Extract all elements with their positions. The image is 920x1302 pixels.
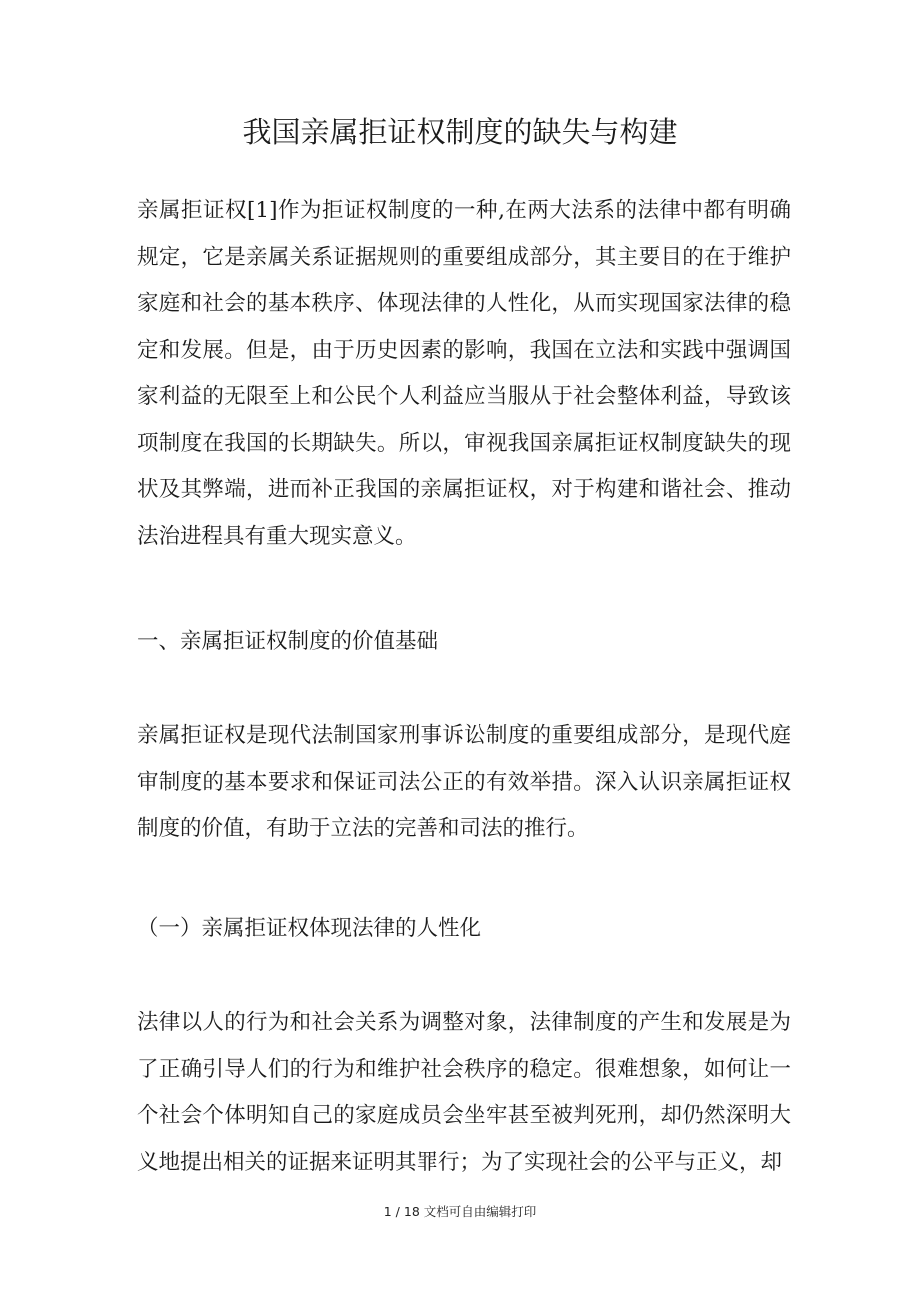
section-heading-1: 一、亲属拒证权制度的价值基础 (137, 629, 439, 654)
page-footer: 1 / 18 文档可自由编辑打印 (383, 1204, 537, 1219)
intro-paragraph: 亲属拒证权[1]作为拒证权制度的一种,在两大法系的法律中都有明确规定，它是亲属关系证据规则的重要组成部分，其主要目的在于维护家庭和社会的基本秩序、体现法律的人性化，从而实现国家法律的稳定和发展。但是，由于历史因素的影响，我国在立法和实践中强调国家利益的无限至上和公民个人利益应当服从于社会整体利益，导致该项制度在我国的长期缺失。所以，审视我国亲属拒证权制度缺失的现状及其弊端，进而补正我国的亲属拒证权，对于构建和谐社会、推动法治进程具有重大现实意义。 (137, 198, 791, 549)
document-title: 我国亲属拒证权制度的缺失与构建 (242, 115, 678, 149)
subsection-heading-1: （一）亲属拒证权体现法律的人性化 (137, 916, 482, 941)
section-1-paragraph: 亲属拒证权是现代法制国家刑事诉讼制度的重要组成部分，是现代庭审制度的基本要求和保证司法公正的有效举措。深入认识亲属拒证权制度的价值，有助于立法的完善和司法的推行。 (137, 723, 791, 841)
subsection-1-paragraph: 法律以人的行为和社会关系为调整对象，法律制度的产生和发展是为了正确引导人们的行为和维护社会秩序的稳定。很难想象，如何让一个社会个体明知自己的家庭成员会坐牢甚至被判死刑，却仍然深明大义地提出相关的证据来证明其罪行；为了实现社会的公平与正义，却 (137, 1010, 791, 1175)
